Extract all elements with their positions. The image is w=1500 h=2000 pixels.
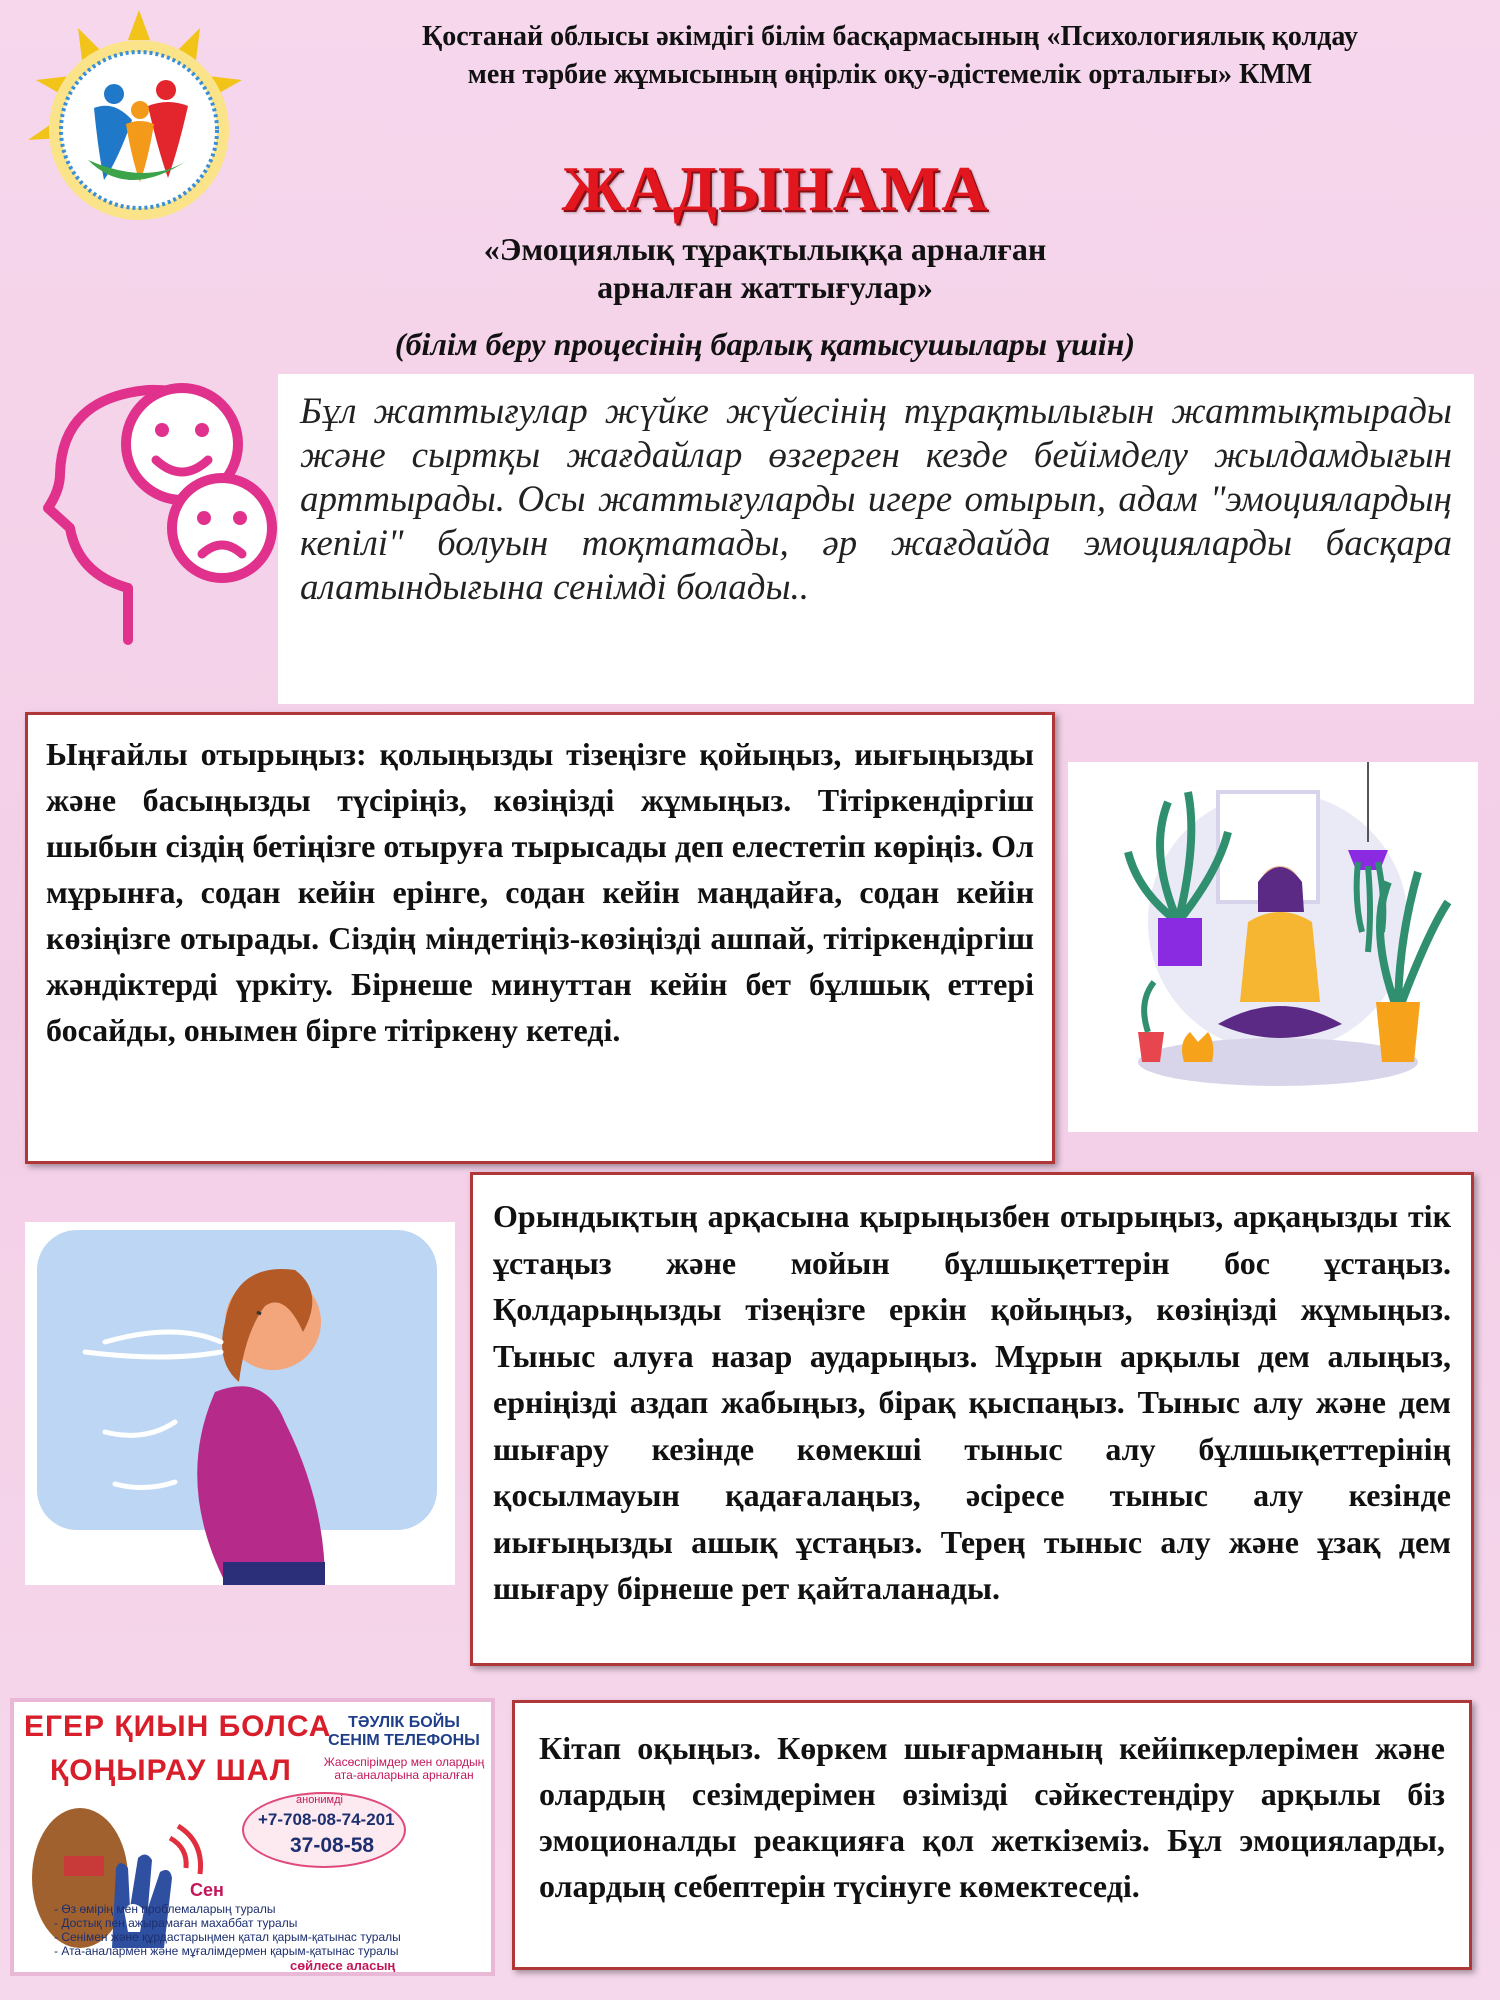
poster-title-line-1: ЕГЕР ҚИЫН БОЛСА: [24, 1710, 332, 1743]
poster-sen-label: [190, 1880, 224, 1901]
poster-right-line-1: ТӘУЛІК БОЙЫ: [348, 1714, 460, 1731]
poster-item-2: - Достық пен ажырамаған махаббат туралы: [54, 1916, 298, 1930]
subtitle: [300, 230, 1230, 306]
audience-note: (білім беру процесінің барлық қатысушылары үшін): [394, 326, 1136, 362]
subtitle-line-1: «Эмоциялық тұрақтылыққа арналған: [483, 231, 1047, 267]
page-title: ЖАДЫНАМА: [561, 153, 989, 224]
phone-number-local: 37-08-58: [290, 1834, 375, 1857]
poster-item-4: - Ата-аналармен және мұғалімдермен қарым-қатынас туралы: [54, 1944, 399, 1958]
exercise-3-box: Кітап оқыңыз. Көркем шығарманың кейіпкерлерімен және олардың сезімдерімен өзімізді сәйкестендіру арқылы біз эмоционалды реакцияға қол жеткіземіз. Бұл эмоцияларды, олардың себептерін түсінуге көмектеседі.: [512, 1700, 1472, 1970]
center-logo: [28, 10, 250, 232]
breathing-illustration: [25, 1222, 455, 1585]
intro-text: Бұл жаттығулар жүйке жүйесінің тұрақтылығын жаттықтырады және сыртқы жағдайлар өзгерген кезде бейімделу жылдамдығын арттырады. Осы жаттығуларды игере отырып, адам "эмоциялардың кепілі" болуын тоқтатады, әр жағдайда эмоцияларды басқара алатындығына сенімді болады..: [278, 374, 1474, 704]
poster-right-line-2: СЕНІМ ТЕЛЕФОНЫ: [328, 1732, 480, 1749]
poster-helpline-heading: [314, 1714, 494, 1750]
poster-bottom: сөйлесе аласың: [290, 1958, 396, 1973]
poster-title-line-2: ҚОҢЫРАУ ШАЛ: [50, 1754, 292, 1787]
org-line-2: мен тәрбие жұмысының өңірлік оқу-әдістемелік орталығы» КММ: [467, 59, 1313, 90]
emotions-head-icon: [38, 378, 288, 648]
anonymous-label: анонимді: [296, 1794, 343, 1806]
poster-sen: Сен: [190, 1880, 224, 1900]
exercise-2-box: Орындықтың арқасына қырыңызбен отырыңыз, арқаңызды тік ұстаңыз және мойын бұлшықеттерін бос ұстаңыз. Қолдарыңызды тізеңізге еркін қойыңыз, көзіңізді жұмыңыз. Тыныс алуға назар аударыңыз. Мұрын арқылы дем алыңыз, ерніңізді аздап жабыңыз, бірақ қыспаңыз. Тыныс алу және дем шығару кезінде көмекші тыныс алу бұлшықеттерінің қосылмауын қадағалаңыз, әсіресе тыныс алу кезінде иығыңызды ашық ұстаңыз. Терең тыныс алу және ұзақ дем шығару бірнеше рет қайталанады.: [470, 1172, 1474, 1666]
organization-name: [300, 18, 1480, 94]
poster-item-3: - Сенімен және құрдастарыңмен қатал қарым-қатынас туралы: [54, 1930, 401, 1944]
org-line-1: Қостанай облысы әкімдігі білім басқармасының «Психологиялық қолдау: [422, 21, 1358, 52]
phone-number-mobile: +7-708-08-74-201: [258, 1810, 395, 1829]
poster-item-1: - Өз өмірің мен проблемаларың туралы: [54, 1902, 276, 1916]
subtitle-line-2: арналған жаттығулар»: [597, 269, 933, 305]
poster-audience: Жасөспірімдер мен олардың ата-аналарына арналған: [323, 1755, 485, 1782]
helpline-poster: [10, 1698, 495, 1976]
exercise-1-box: Ыңғайлы отырыңыз: қолыңызды тізеңізге қойыңыз, иығыңызды және басыңызды түсіріңіз, көзіңізді жұмыңыз. Тітіркендіргіш шыбын сіздің бетіңізге отыруға тырысады деп елестетіп көріңіз. Ол мұрынға, содан кейін ерінге, содан кейін маңдайға, содан кейін көзіңізге отырады. Сіздің міндетіңіз-көзіңізді ашпай, тітіркендіргіш жәндіктерді үркіту. Бірнеше минуттан кейін бет бұлшық еттері босайды, онымен бірге тітіркену кетеді.: [25, 712, 1055, 1164]
meditation-illustration: [1068, 762, 1478, 1132]
